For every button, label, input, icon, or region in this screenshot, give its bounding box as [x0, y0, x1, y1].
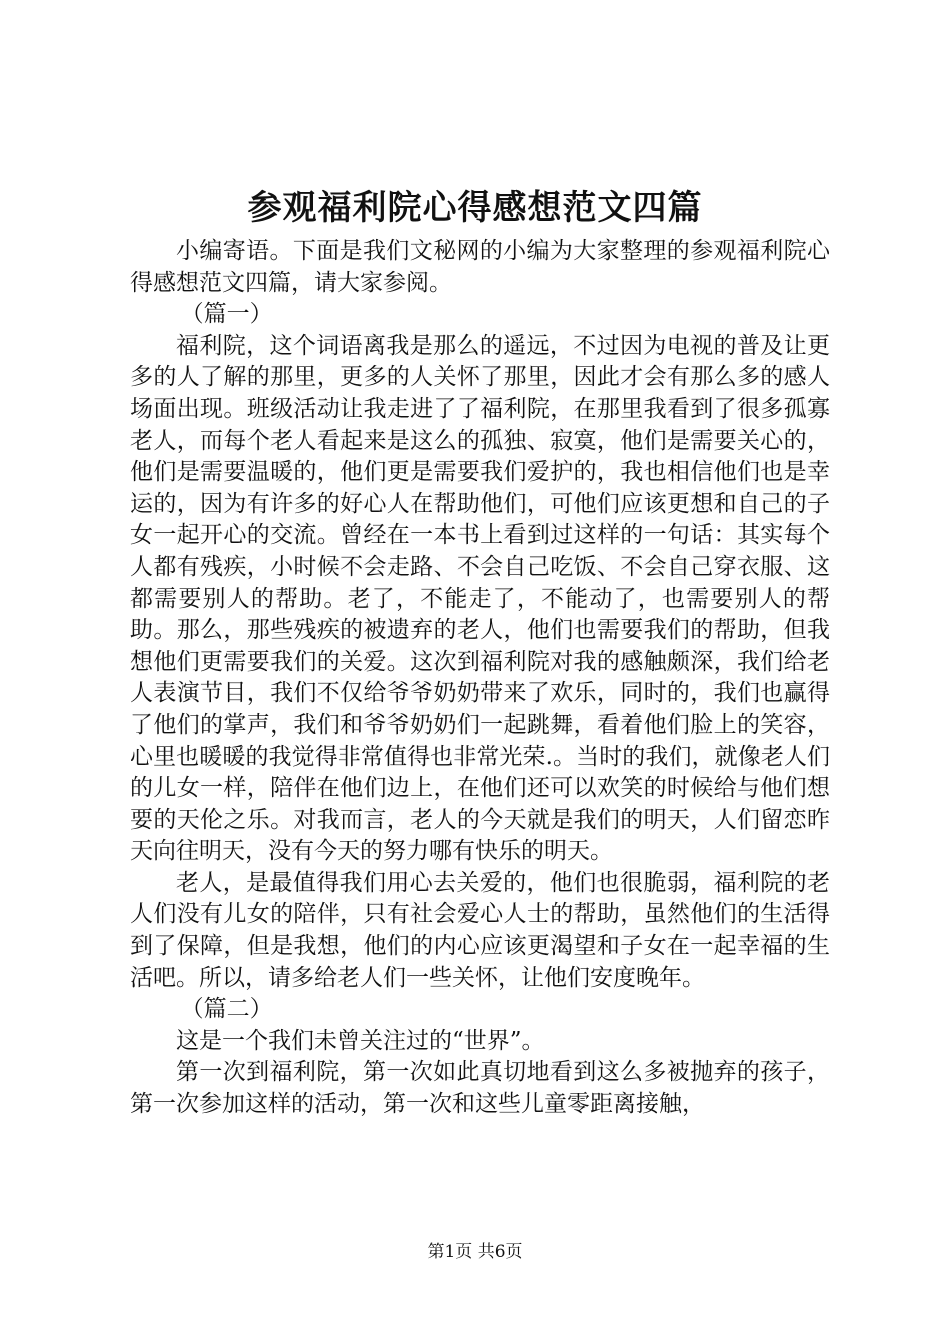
body-paragraph: 第一次到福利院，第一次如此真切地看到这么多被抛弃的孩子，第一次参加这样的活动，第一次和这些儿童零距离接触，	[130, 1059, 830, 1118]
document-body	[130, 236, 830, 1121]
page-footer: 第1页 共6页	[427, 1242, 523, 1262]
body-paragraph: 这是一个我们未曾关注过的“世界”。	[176, 1027, 545, 1054]
intro-paragraph: 小编寄语。下面是我们文秘网的小编为大家整理的参观福利院心得感想范文四篇，请大家参阅。	[130, 238, 830, 296]
body-paragraph: 老人，是最值得我们用心去关爱的，他们也很脆弱，福利院的老人们没有儿女的陪伴，只有社会爱心人士的帮助，虽然他们的生活得到了保障，但是我想，他们的内心应该更渴望和子女在一起幸福的生活吧。所以，请多给老人们一些关怀，让他们安度晚年。	[130, 869, 830, 991]
document-title: 参观福利院心得感想范文四篇	[247, 188, 703, 228]
body-paragraph: 福利院，这个词语离我是那么的遥远，不过因为电视的普及让更多的人了解的那里，更多的人关怀了那里，因此才会有那么多的感人场面出现。班级活动让我走进了了福利院，在那里我看到了很多孤寡老人，而每个老人看起来是这么的孤独、寂寞，他们是需要关心的，他们是需要温暖的，他们更是需要我们爱护的，我也相信他们也是幸运的，因为有许多的好心人在帮助他们，可他们应该更想和自己的子女一起开心的交流。曾经在一本书上看到过这样的一句话：其实每个人都有残疾，小时候不会走路、不会自己吃饭、不会自己穿衣服、这都需要别人的帮助。老了，不能走了，不能动了，也需要别人的帮助。那么，那些残疾的被遗弃的老人，他们也需要我们的帮助，但我想他们更需要我们的关爱。这次到福利院对我的感触颇深，我们给老人表演节目，我们不仅给爷爷奶奶带来了欢乐，同时的，我们也赢得了他们的掌声，我们和爷爷奶奶们一起跳舞，看着他们脸上的笑容，心里也暖暖的我觉得非常值得也非常光荣.。当时的我们，就像老人们的儿女一样，陪伴在他们边上，在他们还可以欢笑的时候给与他们想要的天伦之乐。对我而言，老人的今天就是我们的明天，人们留恋昨天向往明天，没有今天的努力哪有快乐的明天。	[130, 332, 830, 865]
section-heading-2: （篇二）	[180, 996, 273, 1023]
section-heading-1: （篇一）	[180, 301, 273, 328]
